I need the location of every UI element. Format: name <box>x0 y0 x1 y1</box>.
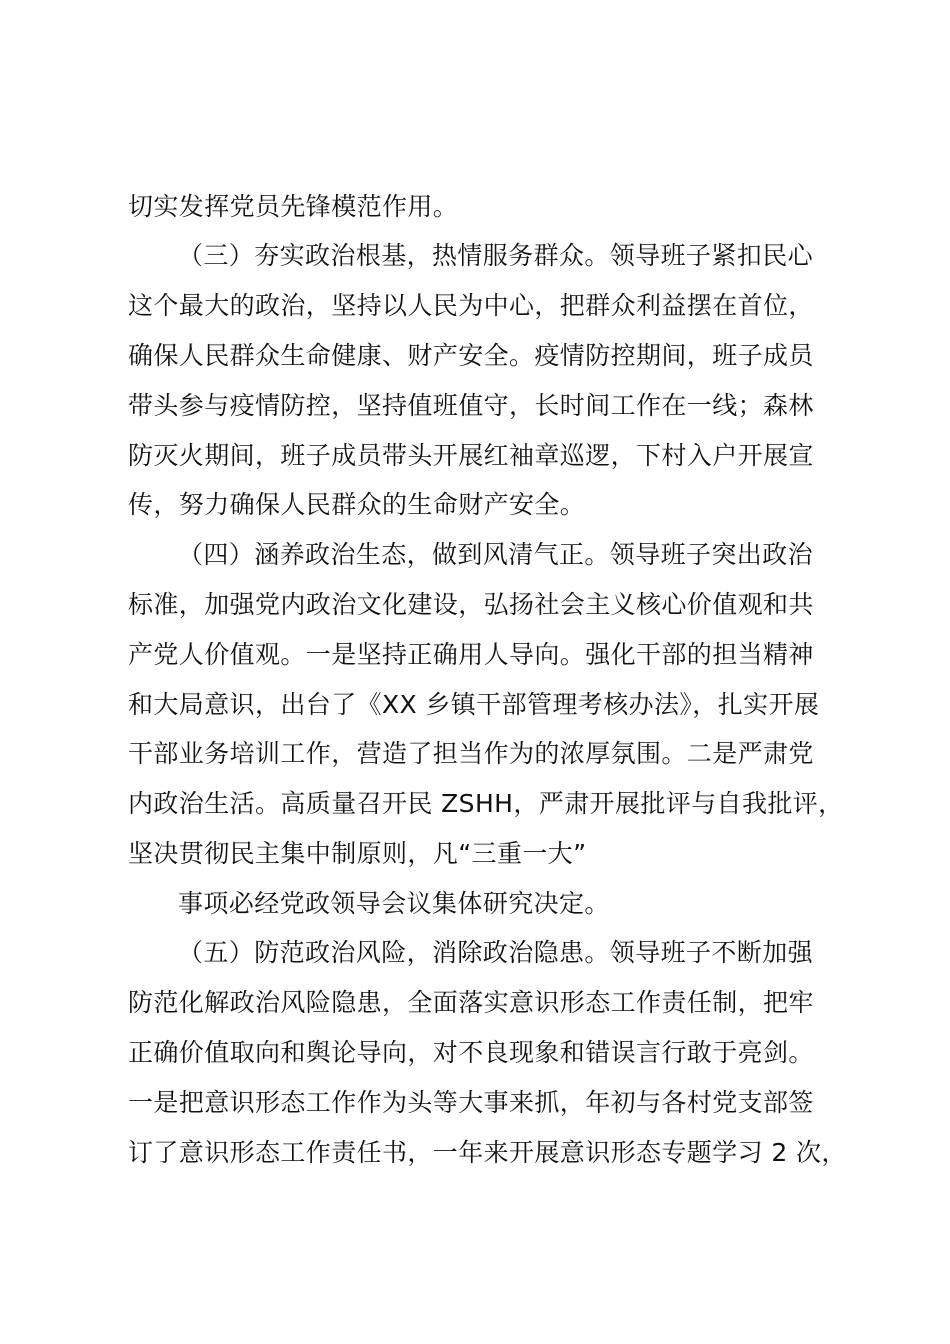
text-line: 标准，加强党内政治文化建设，弘扬社会主义核心价值观和共 <box>128 590 814 619</box>
paragraph-heading-line: （三）夯实政治根基，热情服务群众。领导班子紧扣民心 <box>178 241 814 270</box>
text-line: 带头参与疫情防控，坚持值班值守，长时间工作在一线；森林 <box>128 391 814 420</box>
text-line: 订了意识形态工作责任书，一年来开展意识形态专题学习 2 次， <box>128 1138 847 1167</box>
text-line: 传，努力确保人民群众的生命财产安全。 <box>128 490 586 519</box>
paragraph-heading-line: （四）涵养政治生态，做到风清气正。领导班子突出政治 <box>178 540 814 569</box>
text-line: 切实发挥党员先锋模范作用。 <box>128 192 459 221</box>
text-line: 这个最大的政治，坚持以人民为中心，把群众利益摆在首位， <box>128 291 814 320</box>
text-line: 一是把意识形态工作作为头等大事来抓，年初与各村党支部签 <box>128 1088 814 1117</box>
text-line: 产党人价值观。一是坚持正确用人导向。强化干部的担当精神 <box>128 640 814 669</box>
text-line: 坚决贯彻民主集中制原则，凡“三重一大” <box>128 839 587 868</box>
text-line: 正确价值取向和舆论导向，对不良现象和错误言行敢于亮剑。 <box>128 1038 814 1067</box>
text-line: 防范化解政治风险隐患，全面落实意识形态工作责任制，把牢 <box>128 988 814 1017</box>
text-line: 防灭火期间，班子成员带头开展红袖章巡逻，下村入户开展宣 <box>128 441 814 470</box>
text-line: 确保人民群众生命健康、财产安全。疫情防控期间，班子成员 <box>128 341 814 370</box>
paragraph-heading-line: （五）防范政治风险，消除政治隐患。领导班子不断加强 <box>178 938 814 967</box>
text-line: 干部业务培训工作，营造了担当作为的浓厚氛围。二是严肃党 <box>128 739 814 768</box>
text-line: 和大局意识，出台了《XX 乡镇干部管理考核办法》，扎实开展 <box>128 690 820 719</box>
text-line: 事项必经党政领导会议集体研究决定。 <box>178 889 610 918</box>
text-line: 内政治生活。高质量召开民 ZSHH，严肃开展批评与自我批评， <box>128 789 844 818</box>
